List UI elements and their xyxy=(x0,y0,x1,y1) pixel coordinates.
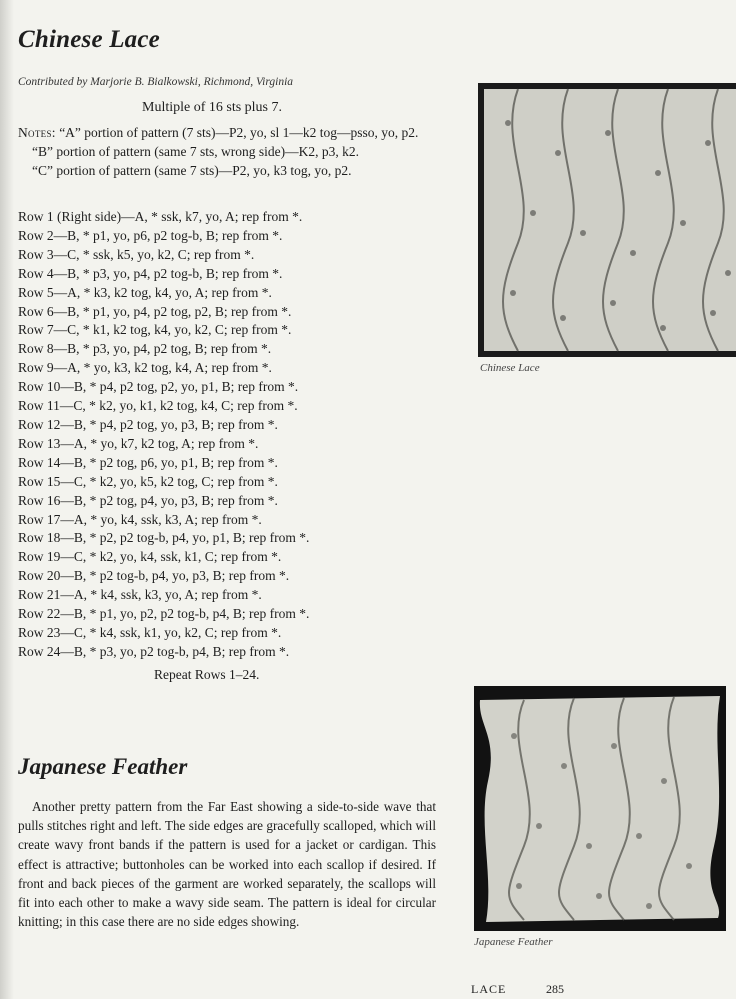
chinese-lace-swatch-image xyxy=(478,83,736,357)
instruction-row: Row 14—B, * p2 tog, p6, yo, p1, B; rep from *. xyxy=(18,454,278,470)
instruction-row: Row 23—C, * k4, ssk, k1, yo, k2, C; rep from *. xyxy=(18,624,282,640)
contributor-line: Contributed by Marjorie B. Bialkowski, Richmond, Virginia xyxy=(18,76,294,88)
instruction-row: Row 19—C, * k2, yo, k4, ssk, k1, C; rep from *. xyxy=(18,549,282,565)
page-gutter-shadow xyxy=(0,0,14,999)
instruction-row: Row 21—A, * k4, ssk, k3, yo, A; rep from *. xyxy=(18,587,262,603)
chinese-lace-caption: Chinese Lace xyxy=(480,362,540,374)
instruction-row: Row 13—A, * yo, k7, k2 tog, A; rep from *. xyxy=(18,435,259,451)
note-c: “C” portion of pattern (same 7 sts)—P2, yo, k3 tog, yo, p2. xyxy=(32,163,352,178)
instruction-row: Row 15—C, * k2, yo, k5, k2 tog, C; rep from *. xyxy=(18,473,278,489)
instruction-row: Row 17—A, * yo, k4, ssk, k3, A; rep from *. xyxy=(18,511,262,527)
stitch-multiple: Multiple of 16 sts plus 7. xyxy=(142,100,283,115)
repeat-instruction: Repeat Rows 1–24. xyxy=(154,667,260,682)
instruction-row: Row 16—B, * p2 tog, p4, yo, p3, B; rep from *. xyxy=(18,492,278,508)
pattern-title-chinese-lace: Chinese Lace xyxy=(18,26,160,53)
japanese-feather-swatch-image xyxy=(474,686,726,931)
instruction-row: Row 12—B, * p4, p2 tog, yo, p3, B; rep from *. xyxy=(18,416,278,432)
instruction-row: Row 2—B, * p1, yo, p6, p2 tog-b, B; rep from *. xyxy=(18,227,283,243)
instruction-row: Row 9—A, * yo, k3, k2 tog, k4, A; rep from *. xyxy=(18,360,272,376)
japanese-feather-caption: Japanese Feather xyxy=(474,936,553,948)
notes-label: Notes: xyxy=(18,125,56,140)
page-number: 285 xyxy=(546,982,564,996)
instruction-row: Row 24—B, * p3, yo, p2 tog-b, p4, B; rep from *. xyxy=(18,643,290,659)
instruction-row: Row 7—C, * k1, k2 tog, k4, yo, k2, C; rep from *. xyxy=(18,322,292,338)
section-name: LACE xyxy=(471,982,507,996)
instruction-row: Row 6—B, * p1, yo, p4, p2 tog, p2, B; rep from *. xyxy=(18,303,292,319)
instruction-row: Row 20—B, * p2 tog-b, p4, yo, p3, B; rep from *. xyxy=(18,568,290,584)
chinese-lace-swatch-photo xyxy=(478,83,736,357)
instruction-row: Row 18—B, * p2, p2 tog-b, p4, yo, p1, B; rep from *. xyxy=(18,530,310,546)
instruction-row: Row 11—C, * k2, yo, k1, k2 tog, k4, C; rep from *. xyxy=(18,398,298,414)
instruction-row: Row 10—B, * p4, p2 tog, p2, yo, p1, B; rep from *. xyxy=(18,379,299,395)
note-a xyxy=(18,123,448,142)
pattern-title-japanese-feather: Japanese Feather xyxy=(18,754,188,779)
instruction-row: Row 4—B, * p3, yo, p4, p2 tog-b, B; rep from *. xyxy=(18,265,283,281)
instruction-row: Row 8—B, * p3, yo, p4, p2 tog, B; rep from *. xyxy=(18,341,272,357)
instruction-row: Row 1 (Right side)—A, * ssk, k7, yo, A; rep from *. xyxy=(18,209,303,224)
japanese-feather-swatch-photo xyxy=(474,686,726,931)
note-a-text: “A” portion of pattern (7 sts)—P2, yo, sl 1—k2 tog—psso, yo, p2. xyxy=(59,125,419,140)
japanese-feather-description: Another pretty pattern from the Far East showing a side-to-side wave that pulls stitches right and left. The side edges are gracefully scalloped, which will create wavy front bands if the pattern is used for a jacket or cardigan. This effect is attractive; buttonholes can be worked into each scallop if desired. If front and back pieces of the garment are worked separately, the scallops will fit into each other to make a wavy side seam. The pattern is ideal for circular knitting; in this case there are no side edges showing. xyxy=(18,799,436,930)
instruction-row: Row 22—B, * p1, yo, p2, p2 tog-b, p4, B; rep from *. xyxy=(18,606,310,622)
pattern-notes xyxy=(18,123,448,180)
row-instructions xyxy=(18,208,309,662)
instruction-row: Row 5—A, * k3, k2 tog, k4, yo, A; rep from *. xyxy=(18,284,272,300)
note-b: “B” portion of pattern (same 7 sts, wrong side)—K2, p3, k2. xyxy=(32,144,359,159)
instruction-row: Row 3—C, * ssk, k5, yo, k2, C; rep from *. xyxy=(18,246,255,262)
